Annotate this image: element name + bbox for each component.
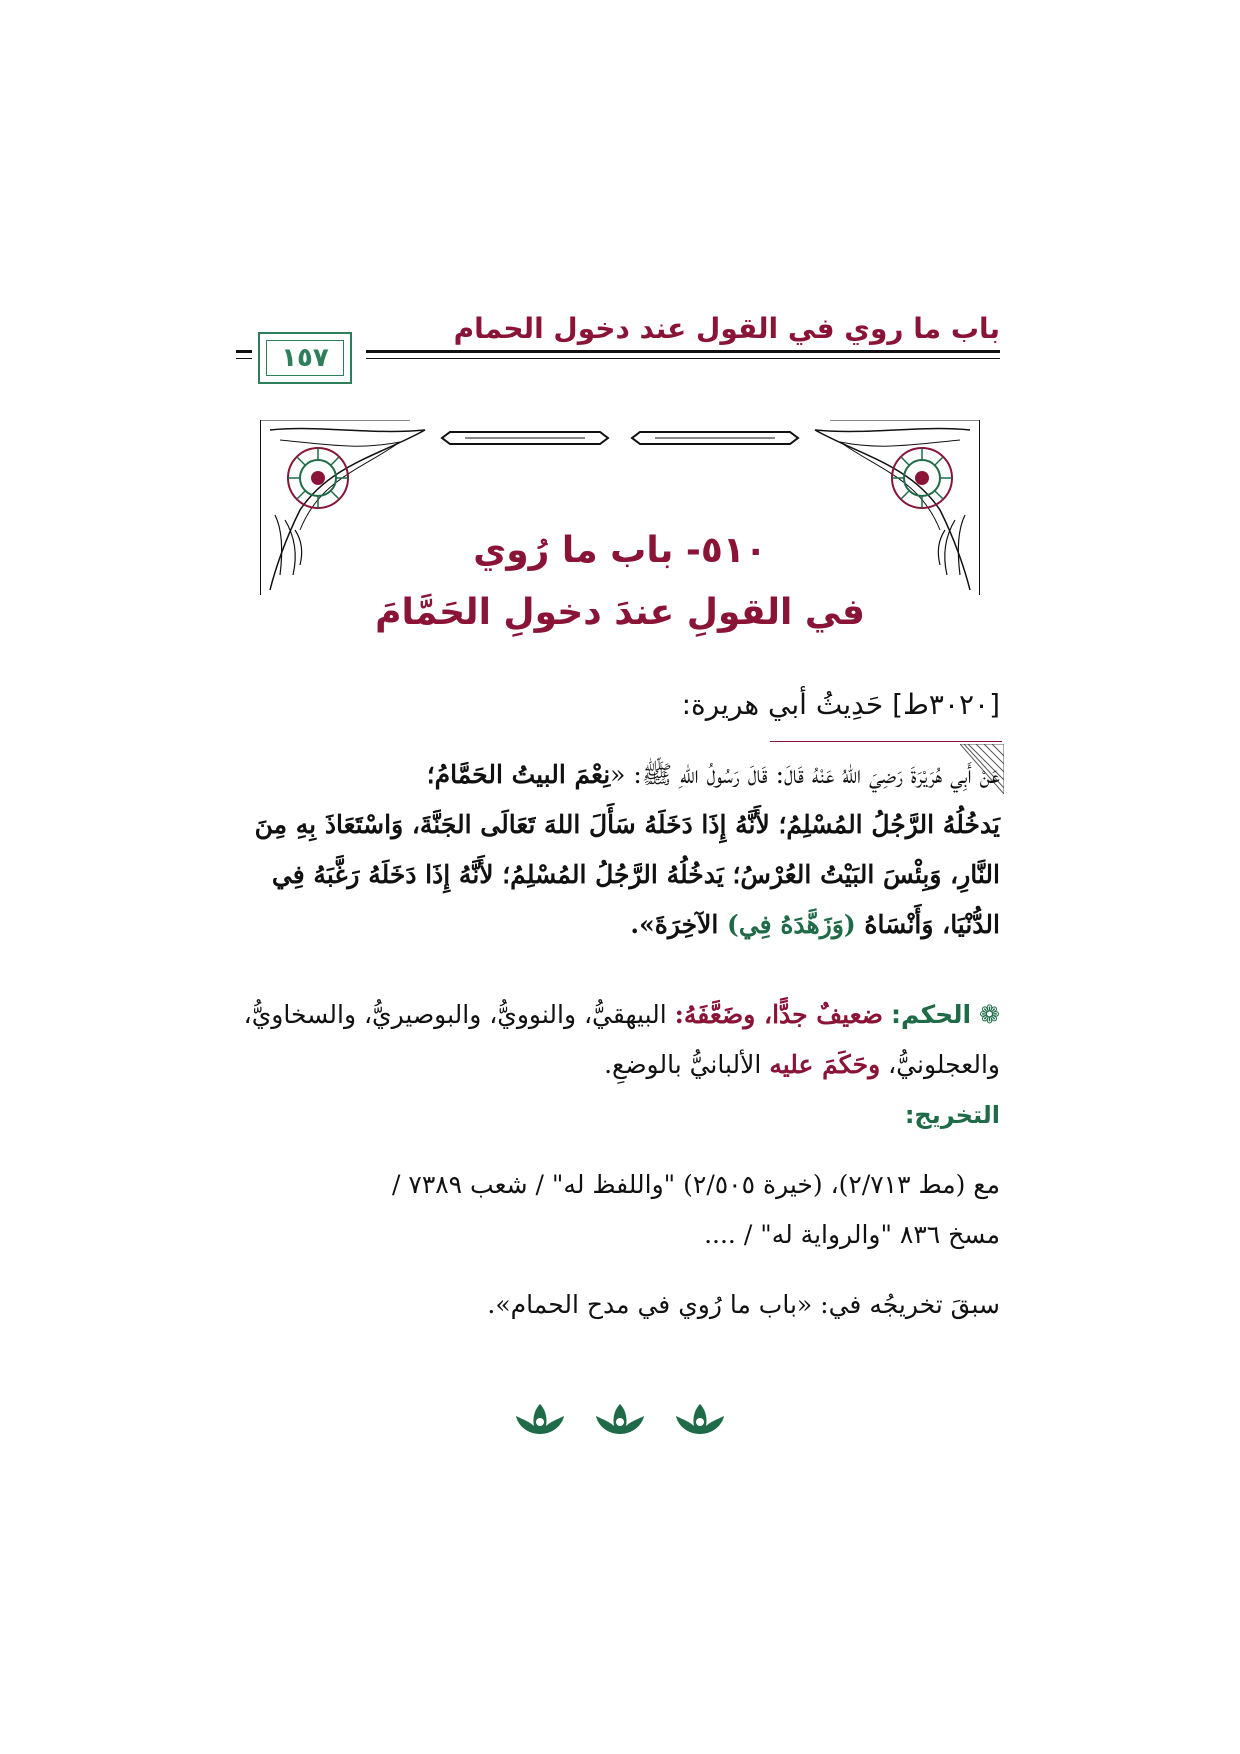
hukm-line-2-red: وحَكَمَ عليه bbox=[769, 1050, 881, 1079]
hukm-weak: ضعيفٌ جدًّا، وضَعَّفَهُ: bbox=[674, 1000, 884, 1029]
hukm-line-2-a: والعجلونيُّ، bbox=[880, 1050, 1000, 1079]
chapter-title-line1: ٥١٠- باب ما رُوي bbox=[473, 530, 767, 571]
hukm-rest: البيهقيُّ، والنوويُّ، والبوصيريُّ، والسخاويُّ، bbox=[243, 1000, 675, 1029]
see-also: سبقَ تخريجُه في: «باب ما رُوي في مدح الحمام». bbox=[487, 1290, 1000, 1319]
hadith-number: [٣٠٢٠ط] bbox=[892, 688, 1000, 721]
hadith-line-4 bbox=[230, 900, 1000, 950]
hadith-line-2: يَدخُلُهُ الرَّجُلُ المُسْلِمُ؛ لأَنَّهُ إِذَا دَخَلَهُ سَأَلَ اللهَ تَعَالَى الجَنَّةَ، وَاسْتَعَاذَ بِهِ مِنَ bbox=[254, 810, 1000, 839]
hadith-heading bbox=[240, 688, 1000, 721]
header-rule-right bbox=[366, 350, 1000, 353]
hukm-label: الحكم: bbox=[890, 1000, 972, 1029]
running-title: باب ما روي في القول عند دخول الحمام bbox=[453, 312, 1000, 345]
header-rule-right-thin bbox=[366, 358, 1000, 359]
closing-ornament bbox=[510, 1400, 730, 1444]
header-rule-left-thin bbox=[236, 358, 252, 359]
hadith-line-4-a: الدُّنْيَا، وَأَنْسَاهُ bbox=[855, 910, 1000, 939]
header-rule-left bbox=[236, 350, 252, 353]
takhrij-label: التخريج: bbox=[904, 1101, 1000, 1129]
lotus-icon bbox=[596, 1404, 644, 1434]
lotus-icon bbox=[676, 1404, 724, 1434]
hadith-line-1-plain: عَنْ أَبِي هُرَيْرَةَ رَضِيَ اللهُ عَنْهُ قَالَ: قَالَ رَسُولُ اللهِ ﷺ: « bbox=[610, 760, 1000, 789]
takhrij-line-2: مسخ ٨٣٦ "والرواية له" / .... bbox=[704, 1220, 1000, 1249]
page-number: ١٥٧ bbox=[266, 340, 344, 376]
hadith-line-1-bold: نِعْمَ البيتُ الحَمَّامُ؛ bbox=[426, 760, 611, 789]
hadith-line-4-b: الآخِرَةَ». bbox=[630, 910, 728, 939]
hukm-line-2-b: الألبانيُّ بالوضعِ. bbox=[604, 1050, 770, 1079]
chapter-title-line2: في القولِ عندَ دخولِ الحَمَّامَ bbox=[375, 592, 865, 633]
hadith-line-3: النَّارِ، وَبِئْسَ البَيْتُ العُرْسُ؛ يَدخُلُهُ الرَّجُلُ المُسْلِمُ؛ لأَنَّهُ إِذَا دَخَلَهُ رَغَّبَهُ فِي bbox=[271, 860, 1000, 889]
flower-bullet-icon: ❁ bbox=[971, 1000, 1000, 1029]
heading-underline bbox=[770, 741, 1002, 742]
hadith-heading-text: حَدِيثُ أبي هريرة: bbox=[681, 688, 884, 721]
hadith-line-1 bbox=[230, 750, 1000, 800]
hukm-block bbox=[200, 990, 1000, 1140]
lotus-icon bbox=[516, 1404, 564, 1434]
takhrij-line-1: مع (مط ٢/٧١٣)، (خيرة ٢/٥٠٥) "واللفظ له" / شعب ٧٣٨٩ / bbox=[392, 1170, 1000, 1199]
hadith-line-4-variant: (وَزَهَّدَهُ فِي) bbox=[727, 910, 856, 939]
hukm-line-2 bbox=[200, 1040, 1000, 1090]
chapter-ornament bbox=[260, 420, 980, 600]
hadith-text bbox=[230, 750, 1000, 950]
hukm-line-1 bbox=[200, 990, 1000, 1040]
takhrij-block bbox=[210, 1160, 1000, 1260]
page-number-frame bbox=[258, 332, 352, 384]
